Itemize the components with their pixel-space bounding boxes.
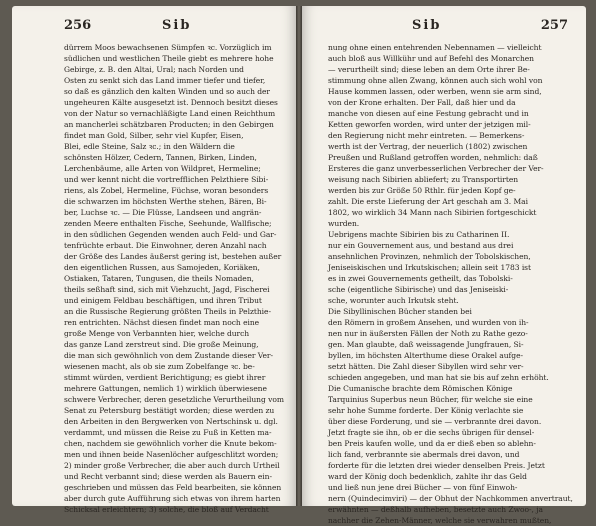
text-line: es in zwei Gouvernements getheilt, das Tobolski- (328, 274, 513, 283)
text-line: so daß es gänzlich den kalten Winden und so auch der (64, 87, 270, 96)
text-line: auch bloß aus Willkühr und auf Befehl des Monarchen (328, 54, 534, 63)
text-line: Die Cumanische brachte dem Römischen Könige (328, 384, 513, 393)
left-page (12, 6, 296, 514)
text-line: verdammt, und müssen die Reise zu Fuß in Ketten ma- (64, 428, 272, 437)
text-line: werth ist der Vertrag, der neuerlich (1802) zwischen (328, 142, 528, 151)
page-number: 257 (540, 18, 568, 33)
text-line: stimmung ohne allen Zwang, können auch sich wohl von (328, 76, 543, 85)
text-line: die schwarzen im höchsten Werthe stehen, Bären, Bi- (64, 197, 267, 206)
text-line: dürrem Moos bewachsenen Sümpfen ꝛc. Vorzüglich im (64, 43, 272, 52)
text-line: den Arbeiten in den Bergwerken von Nertschinsk u. dgl. (64, 417, 278, 426)
text-line: über diese Forderung, und sie — verbrannte drei davon. (328, 417, 542, 426)
text-line: und einigem Feldbau beschäftigen, und ihren Tribut (64, 296, 262, 305)
text-line: von der Natur so vernachläßigte Land einen Reichthum (64, 109, 276, 118)
right-page (302, 6, 586, 525)
text-line: und Recht verbannt sind; diese werden als Bauern ein- (64, 472, 272, 481)
text-line: Tarquinius Superbus neun Bücher, für welche sie eine (328, 395, 533, 404)
text-line: 1802, wo wirklich 34 Mann nach Sibirien fortgeschickt (328, 208, 537, 217)
text-line: setzt hätten. Die Zahl dieser Sibyllen wird sehr ver- (328, 362, 524, 371)
text-line: ansehnlichen Provinzen, nehmlich der Tobolskischen, (328, 252, 531, 261)
text-line: aber durch gute Aufführung sich etwas von ihrem harten (64, 494, 281, 503)
text-line: große Menge von Verbannten hier, welche durch (64, 329, 250, 338)
text-line: sehr hohe Summe forderte. Der König verlachte sie (328, 406, 524, 415)
text-line: schwere Verbrecher, deren gesetzliche Verurtheilung vom (64, 395, 284, 404)
text-line: ber, Luchse ꝛc. — Die Flüsse, Landseen und angrän- (64, 208, 262, 217)
text-line: stimmt würden, verdient Berichtigung; es giebt ihrer (64, 373, 266, 382)
text-line: erwähnten — deßhalb aufheben, besetzte auch Zwoo-, ja (328, 505, 543, 514)
text-line: Lerchenbäume, alle Arten von Wildpret, Hermeline; (64, 164, 261, 173)
text-line: men und ihnen beide Nasenlöcher aufgeschlitzt worden; (64, 450, 279, 459)
text-line: die man sich gewöhnlich von dem Zustande dieser Ver- (64, 351, 273, 360)
book-spread (12, 6, 586, 525)
text-line: Senat zu Petersburg bestätigt worden; diese werden zu (64, 406, 275, 415)
text-line: manche von diesen auf eine Festung gebracht und in (328, 109, 529, 118)
text-line: ren entrichten. Nächst diesen findet man noch eine (64, 318, 260, 327)
text-line: mehrere Gattungen, nemlich 1) wirklich überwiesene (64, 384, 267, 393)
text-line: Preußen und Rußland getroffen worden, nehmlich: daß (328, 153, 538, 162)
text-line: nern (Quindecimviri) — der Obhut der Nachkommen anvertraut, (328, 494, 573, 503)
text-line: — verurtheilt sind; diese leben an dem Orte ihrer Be- (328, 65, 530, 74)
text-line: an mancherlei schätzbaren Producten; in den Gebirgen (64, 120, 274, 129)
text-line: Jetzt fragte sie ihn, ob er die sechs übrigen für densel- (328, 428, 535, 437)
text-line: Jeniseiskischen und Irkutskischen; allein seit 1783 ist (328, 263, 531, 272)
text-line: den Römern in großem Ansehen, und wurden von ih- (328, 318, 529, 327)
text-line: der Größe des Landes äußerst gering ist, bestehen außer (64, 252, 282, 261)
running-head: Sib (162, 18, 192, 33)
text-line: ben Preis kaufen wolle, und da er dieß eben so ablehn- (328, 439, 536, 448)
text-line: Ketten geworfen worden, wird unter der jetzigen mil- (328, 120, 531, 129)
text-line: sche, worunter auch Irkutsk steht. (328, 296, 459, 305)
text-line: nung ohne einen entehrenden Nebennamen — vielleicht (328, 43, 542, 52)
page-body-text (64, 42, 284, 515)
text-line: und ließ nun jene drei Bücher — von fünf Einwoh- (328, 483, 518, 492)
text-line: an die Russische Regierung größten Theils in Pelzthie- (64, 307, 271, 316)
text-line: Uebrigens machte Sibirien bis zu Catharinen II. (328, 230, 510, 239)
text-line: in den südlichen Gegenden wenden auch Feld- und Gar- (64, 230, 277, 239)
text-line: Ostiaken, Tataren, Tungusen, die theils Nomaden, (64, 274, 254, 283)
text-line: wiesenen macht, als ob sie zum Zobelfange ꝛc. be- (64, 362, 255, 371)
text-line: Schicksal erleichtern; 3) solche, die bloß auf Verdacht (64, 505, 269, 514)
text-line: lich fand, verbrannte sie abermals drei davon, und (328, 450, 520, 459)
text-line: forderte für die letzten drei wieder denselben Preis. Jetzt (328, 461, 545, 470)
text-line: zenden Meere enthalten Fische, Seehunde, Wallfische; (64, 219, 272, 228)
text-line: Gebirge, z. B. den Altai, Ural; nach Norden und (64, 65, 244, 74)
text-line: das ganze Land zerstreut sind. Die große Meinung, (64, 340, 259, 349)
running-head: Sib (412, 18, 442, 33)
text-line: Hause kommen lassen, oder werben, wenn sie arm sind, (328, 87, 542, 96)
text-line: zahlt. Die erste Lieferung der Art geschah am 3. Mai (328, 197, 528, 206)
text-line: wurden. (328, 219, 360, 228)
text-line: sche (eigentliche Sibirische) und das Jeniseiski- (328, 285, 509, 294)
text-line: schönsten Hölzer, Cedern, Tannen, Birken, Linden, (64, 153, 257, 162)
text-line: von der Krone erhalten. Der Fall, daß hier und da (328, 98, 516, 107)
text-line: und wer kennt nicht die vortrefflichen Pelzthiere Sibi- (64, 175, 269, 184)
text-line: 2) minder große Verbrecher, die aber auch durch Urtheil (64, 461, 280, 470)
text-line: südlichen und westlichen Theile giebt es mehrere hohe (64, 54, 274, 63)
text-line: theils seßhaft sind, sich mit Viehzucht, Jagd, Fischerei (64, 285, 270, 294)
text-line: werden bis zur Größe 50 Rthlr. für jeden Kopf ge- (328, 186, 516, 195)
text-line: nen nur in äußersten Fällen der Noth zu Rathe gezo- (328, 329, 528, 338)
text-line: Ersteres die ganz unverbesserlichen Verbrecher der Ver- (328, 164, 544, 173)
text-line: ungeheuren Kälte ausgesetzt ist. Dennoch besitzt dieses (64, 98, 278, 107)
text-line: ward der König doch bedenklich, zahlte ihr das Geld (328, 472, 527, 481)
text-line: weisung nach Sibirien abliefert; zu Transportirten (328, 175, 519, 184)
text-line: nachher die Zehen-Männer, welche sie verwahren mußten, (328, 516, 552, 525)
text-line: Blei, edle Steine, Salz ꝛc.; in den Wäldern die (64, 142, 235, 151)
text-line: chen, nachdem sie gewöhnlich vorher die Knute bekom- (64, 439, 277, 448)
page-number: 256 (64, 18, 92, 33)
text-line: geschrieben und müssen das Feld bearbeiten, sie können (64, 483, 282, 492)
text-line: den eigentlichen Russen, aus Samojeden, Koriäken, (64, 263, 260, 272)
text-line: tenfrüchte erbaut. Die Einwohner, deren Anzahl nach (64, 241, 267, 250)
text-line: Die Sibyllinischen Bücher standen bei (328, 307, 472, 316)
text-line: byllen, im höchsten Alterthume diese Orakel aufge- (328, 351, 523, 360)
text-line: nur ein Gouvernement aus, und bestand aus drei (328, 241, 514, 250)
text-line: findet man Gold, Silber, sehr viel Kupfer, Eisen, (64, 131, 244, 140)
text-line: schieden angegeben, und man hat sie bis auf zehn erhöht. (328, 373, 549, 382)
text-line: gen. Man glaubte, daß weissagende Jungfrauen, Si- (328, 340, 524, 349)
text-line: riens, als Zobel, Hermeline, Füchse, woran besonders (64, 186, 269, 195)
page-body-text (328, 42, 572, 526)
text-line: Osten zu senkt sich das Land immer tiefer und tiefer, (64, 76, 266, 85)
text-line: den Regierung nicht mehr eintreten. — Bemerkens- (328, 131, 525, 140)
